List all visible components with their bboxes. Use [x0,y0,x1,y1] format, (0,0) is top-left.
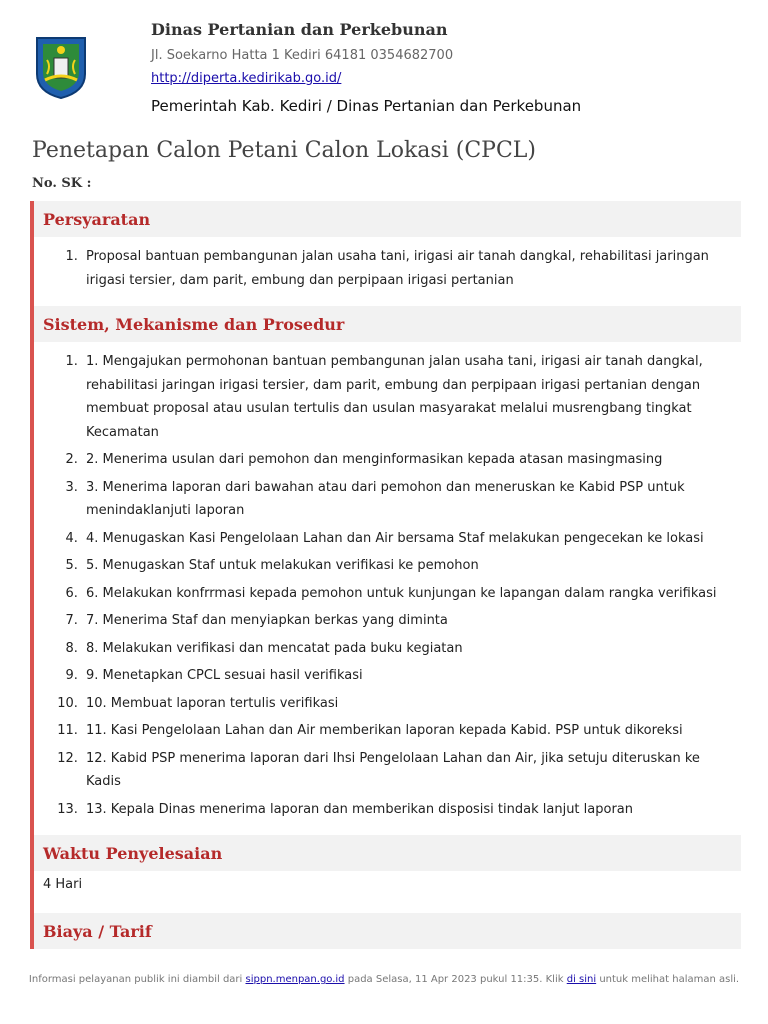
list-item: 11. 11. Kasi Pengelolaan Lahan dan Air memberikan laporan kepada Kabid. PSP untuk dikoreksi [82,719,729,743]
list-item: 2. 2. Menerima usulan dari pemohon dan menginformasikan kepada atasan masingmasing [82,448,729,472]
page-title: Penetapan Calon Petani Calon Lokasi (CPCL) [32,138,536,163]
list-item: 1. 1. Mengajukan permohonan bantuan pembangunan jalan usaha tani, irigasi air tanah dangkal, rehabilitasi jaringan irigasi tersier, dam parit, embung dan perpipaan irigasi pertanian dengan membuat proposal atau usulan tertulis dan usulan masyarakat melalui musrengbang tingkat Kecamatan [82,350,729,444]
breadcrumb: Pemerintah Kab. Kediri / Dinas Pertanian dan Perkebunan [151,97,582,115]
section-title-prosedur: Sistem, Mekanisme dan Prosedur [34,306,741,342]
list-item: 7. 7. Menerima Staf dan menyiapkan berkas yang diminta [82,609,729,633]
requirements-list [34,237,741,306]
footer-suffix: untuk melihat halaman asli. [599,974,740,985]
footer-middle: pada Selasa, 11 Apr 2023 pukul 11:35. Klik [347,974,564,985]
list-item: 8. 8. Melakukan verifikasi dan mencatat pada buku kegiatan [82,637,729,661]
list-item: 4. 4. Menugaskan Kasi Pengelolaan Lahan dan Air bersama Staf melakukan pengecekan ke lokasi [82,527,729,551]
list-item: 3. 3. Menerima laporan dari bawahan atau dari pemohon dan meneruskan ke Kabid PSP untuk menindaklanjuti laporan [82,476,729,523]
footer-prefix: Informasi pelayanan publik ini diambil dari [28,974,243,985]
procedure-list [34,342,741,835]
org-name: Dinas Pertanian dan Perkebunan [151,20,448,39]
list-item: 1. Proposal bantuan pembangunan jalan usaha tani, irigasi air tanah dangkal, rehabilitasi jaringan irigasi tersier, dam parit, embung dan perpipaan irigasi pertanian [82,245,729,292]
original-page-link[interactable]: di sini [566,974,597,985]
section-title-waktu: Waktu Penyelesaian [34,835,741,871]
service-details [30,201,741,949]
list-item: 13. 13. Kepala Dinas menerima laporan dan memberikan disposisi tindak lanjut laporan [82,798,729,822]
org-website-link[interactable]: http://diperta.kedirikab.go.id/ [151,71,342,86]
org-address: Jl. Soekarno Hatta 1 Kediri 64181 0354682700 [151,48,454,63]
kediri-emblem-icon [35,36,87,100]
header [0,0,768,130]
section-title-biaya: Biaya / Tarif [34,913,741,949]
list-item: 5. 5. Menugaskan Staf untuk melakukan verifikasi ke pemohon [82,554,729,578]
list-item: 10. 10. Membuat laporan tertulis verifikasi [82,692,729,716]
list-item: 6. 6. Melakukan konfrrmasi kepada pemohon untuk kunjungan ke lapangan dalam rangka verifikasi [82,582,729,606]
sk-number-label: No. SK : [32,176,92,191]
completion-time-value: 4 Hari [43,877,83,892]
source-link[interactable]: sippn.menpan.go.id [245,974,345,985]
footer [0,974,768,985]
list-item: 12. 12. Kabid PSP menerima laporan dari Ihsi Pengelolaan Lahan dan Air, jika setuju diteruskan ke Kadis [82,747,729,794]
list-item: 9. 9. Menetapkan CPCL sesuai hasil verifikasi [82,664,729,688]
section-title-persyaratan: Persyaratan [34,201,741,237]
